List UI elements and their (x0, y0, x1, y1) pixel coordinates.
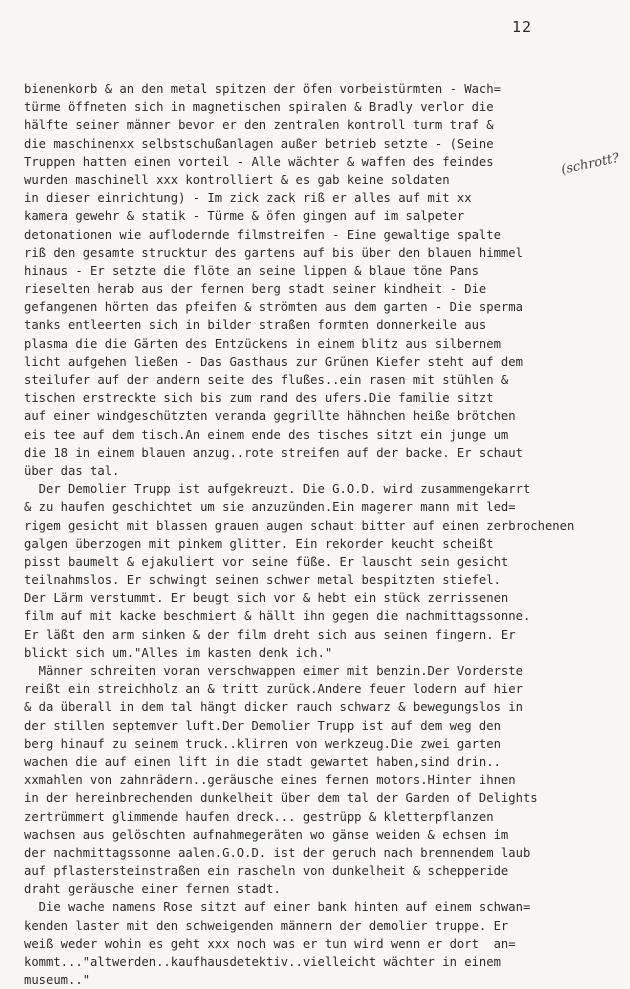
text-line: reißt ein streichholz an & tritt zurück.Andere feuer lodern auf hier (24, 682, 523, 697)
text-line: rigem gesicht mit blassen grauen augen schaut bitter auf einen zerbrochenen (24, 518, 575, 533)
text-line: Er läßt den arm sinken & der film dreht sich aus seinen fingern. Er (24, 627, 516, 642)
text-line: kenden laster mit den schweigenden männern der demolier truppe. Er (24, 918, 509, 933)
text-line: blickt sich um."Alles im kasten denk ich." (24, 645, 333, 660)
text-line: & zu haufen geschichtet um sie anzuzünden.Ein magerer mann mit led= (24, 500, 516, 515)
text-line: museum.." (24, 973, 91, 988)
text-line: bienenkorb & an den metal spitzen der öfen vorbeistürmten - Wach= (24, 82, 501, 96)
text-line: plasma die die Gärten des Entzückens in einem blitz aus silbernem (24, 336, 501, 351)
text-line: zertrümmert glimmende haufen dreck... gestrüpp & kletterpflanzen (24, 809, 494, 824)
text-line: pisst baumelt & ejakuliert vor seine füße. Er lauscht sein gesicht (24, 554, 509, 569)
text-line: Die wache namens Rose sitzt auf einer bank hinten auf einem schwan= (24, 900, 531, 915)
text-line: hinaus - Er setzte die flöte an seine lippen & blaue töne Pans (24, 263, 479, 278)
text-line: über das tal. (24, 463, 120, 478)
text-line: wachen die auf einen lift in die stadt gewartet haben,sind drin.. (24, 754, 501, 769)
body-text (24, 80, 624, 989)
text-line: die 18 in einem blauen anzug..rote streifen auf der backe. Er schaut (24, 445, 523, 460)
text-line: Der Demolier Trupp ist aufgekreuzt. Die G.O.D. wird zusammengekarrt (24, 482, 531, 497)
text-line: kommt..."altwerden..kaufhausdetektiv..vielleicht wächter in einem (24, 955, 501, 969)
text-line: riß den gesamte strucktur des gartens auf bis über den blauen himmel (24, 245, 523, 260)
text-line: wachsen aus gelöschten aufnahmegeräten wo gänse weiden & echsen im (24, 827, 509, 842)
text-line: steilufer auf der andern seite des flußes..ein rasen mit stühlen & (24, 373, 509, 387)
text-line: der nachmittagssonne aalen.G.O.D. ist der geruch nach brennendem laub (24, 845, 531, 860)
text-line: eis tee auf dem tisch.An einem ende des tisches sitzt ein junge um (24, 427, 509, 442)
text-line: Truppen hatten einen vorteil - Alle wächter & waffen des feindes (24, 154, 494, 169)
text-line: detonationen wie auflodernde filmstreifen - Eine gewaltige spalte (24, 227, 501, 242)
text-line: draht geräusche einer fernen stadt. (24, 882, 281, 897)
text-line: wurden maschinell xxx kontrolliert & es gab keine soldaten (24, 172, 450, 187)
text-line: Männer schreiten voran verschwappen eimer mit benzin.Der Vorderste (24, 664, 523, 678)
text-line: auf einer windgeschützten veranda gegrillte hähnchen heiße brötchen (24, 409, 516, 424)
text-line: gefangenen hörten das pfeifen & strömten aus dem garten - Die sperma (24, 300, 523, 315)
text-line: tischen erstreckte sich bis zum rand des ufers.Die familie sitzt (24, 391, 494, 406)
text-line: galgen überzogen mit pinkem glitter. Ein rekorder keucht scheißt (24, 536, 494, 551)
handwritten-margin-note: (schrott? (560, 150, 621, 178)
text-line: teilnahmslos. Er schwingt seinen schwer metal bespitzten stiefel. (24, 573, 501, 588)
page-number: 12 (512, 18, 533, 36)
text-line: weiß weder wohin es geht xxx noch was er tun wird wenn er dort an= (24, 936, 516, 951)
text-line: kamera gewehr & statik - Türme & öfen gingen auf im salpeter (24, 209, 465, 224)
text-line: xxmahlen von zahnrädern..geräusche eines fernen motors.Hinter ihnen (24, 773, 516, 788)
text-line: Der Lärm verstummt. Er beugt sich vor & hebt ein stück zerrissenen (24, 591, 509, 606)
text-line: film auf mit kacke beschmiert & hällt ihn gegen die nachmittagssonne. (24, 609, 531, 624)
text-line: türme öffneten sich in magnetischen spiralen & Bradly verlor die (24, 100, 494, 115)
text-line: licht aufgehen ließen - Das Gasthaus zur Grünen Kiefer steht auf dem (24, 354, 523, 369)
text-line: in dieser einrichtung) - Im zick zack riß er alles auf mit xx (24, 191, 472, 206)
text-line: in der hereinbrechenden dunkelheit über dem tal der Garden of Delights (24, 791, 538, 806)
text-line: der stillen septemver luft.Der Demolier Trupp ist auf dem weg den (24, 718, 501, 733)
text-line: die maschinenxx selbstschußanlagen außer betrieb setzte - (Seine (24, 136, 494, 151)
text-line: & da überall in dem tal hängt dicker rauch schwarz & bewegungslos in (24, 700, 523, 715)
text-line: tanks entleerten sich in bilder straßen formten donnerkeile aus (24, 318, 487, 333)
text-line: berg hinauf zu seinem truck..klirren von werkzeug.Die zwei garten (24, 736, 501, 751)
text-line: auf pflastersteinstraßen ein rascheln von dunkelheit & schepperide (24, 864, 509, 879)
text-line: rieselten herab aus der fernen berg stadt seiner kindheit - Die (24, 282, 487, 297)
text-line: hälfte seiner männer bevor er den zentralen kontroll turm traf & (24, 118, 494, 133)
